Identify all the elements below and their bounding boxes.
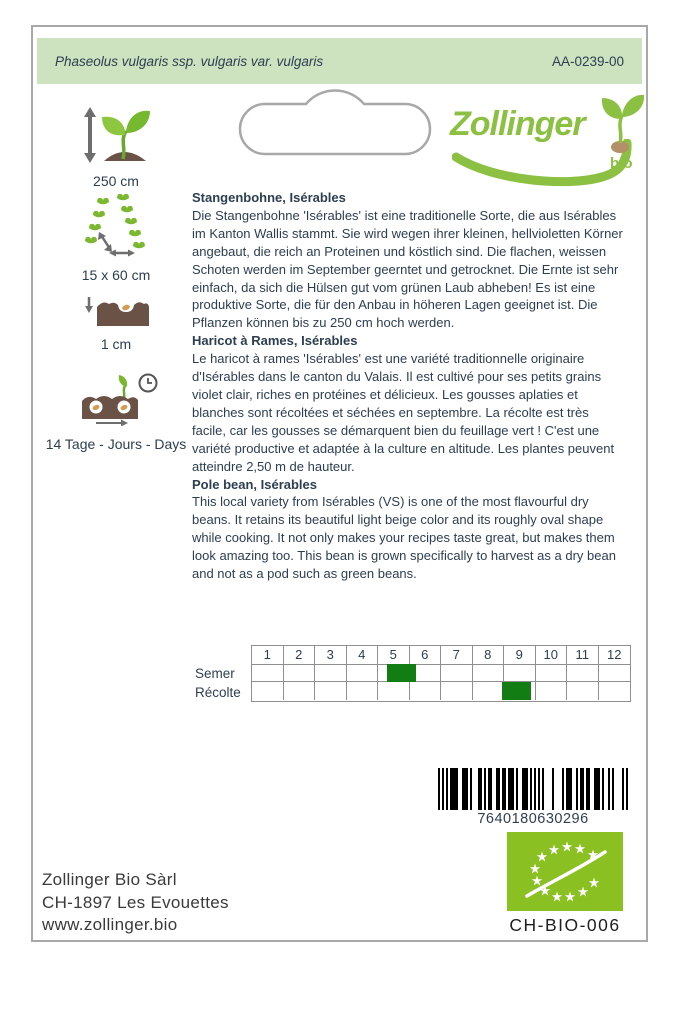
planting-distance-icon [81, 193, 151, 257]
zollinger-logo [450, 93, 650, 191]
calendar-cell [315, 664, 347, 682]
calendar-cell [252, 682, 284, 700]
calendar-month-cell: 9 [504, 646, 536, 665]
spec-sowing-depth [35, 295, 197, 352]
calendar-activity-bar [502, 682, 530, 700]
barcode-value: 7640180630296 [477, 811, 589, 827]
company-city: CH-1897 Les Evouettes [42, 892, 229, 912]
hang-tab [238, 89, 432, 164]
calendar-cell [599, 682, 631, 700]
calendar-row-labels [195, 645, 251, 702]
calendar-month-cell: 10 [536, 646, 568, 665]
calendar-month-cell: 8 [473, 646, 505, 665]
calendar-cell [378, 682, 410, 700]
calendar-cell [410, 682, 442, 700]
plant-height-value: 250 cm [93, 173, 139, 189]
sprout-icon [596, 91, 648, 155]
sowing-depth-value: 1 cm [100, 336, 132, 352]
spec-planting-distance [35, 193, 197, 283]
description-en [192, 476, 626, 583]
company-name: Zollinger Bio Sàrl [42, 870, 177, 889]
calendar-row-label-semer: Semer [195, 666, 235, 681]
calendar-month-cell: 11 [567, 646, 599, 665]
calendar-cell [284, 682, 316, 700]
calendar-cell [567, 682, 599, 700]
calendar-cell [441, 682, 473, 700]
calendar-month-cell: 4 [347, 646, 379, 665]
description-fr [192, 332, 626, 475]
brand-name: Zollinger [450, 105, 585, 143]
eu-organic-leaf-icon [507, 832, 623, 911]
calendar-cell [441, 664, 473, 682]
planting-distance-value: 15 x 60 cm [81, 267, 151, 283]
description-body-fr: Le haricot à rames 'Isérables' est une variété traditionnelle originaire d'Isérables dans le canton du Valais. Il est cultivé pour ses petits grains violet clair, riches en protéines et délicieux. Les gousses aplaties et blanches sont récoltées et séchées en septembre. La récolte est très facile, car les gousses se démarquent bien du feuillage vert ! C'est une variété productive et adaptée à la culture en altitude. Les plantes peuvent atteindre 2,50 m de hauteur. [192, 351, 615, 474]
calendar-month-cell: 6 [410, 646, 442, 665]
organic-certification-code: CH-BIO-006 [509, 915, 621, 935]
botanical-bar [37, 38, 642, 84]
barcode [438, 768, 628, 827]
plant-height-icon [76, 107, 156, 163]
calendar-cell [504, 664, 536, 682]
brand-tag: bio [610, 155, 633, 172]
company-website: www.zollinger.bio [42, 915, 178, 934]
calendar-grid [251, 645, 631, 702]
packet-label [31, 25, 648, 942]
calendar-cell [567, 664, 599, 682]
calendar-cell [536, 682, 568, 700]
description-body-en: This local variety from Isérables (VS) is one of the most flavourful dry beans. It retains its beautiful light beige color and its roughly oval shape while cooking. It not only makes your recipes taste great, but makes them look amazing too. This bean is grown specifically to harvest as a dry bean and not as a pod such as green beans. [192, 494, 616, 582]
germination-days-icon [72, 373, 160, 426]
description-body-de: Die Stangenbohne 'Isérables' ist eine traditionelle Sorte, die aus Isérables im Kanton Wallis stammt. Sie wird wegen ihrer kleinen, hellvioletten Körner angebaut, die reich an Proteinen und köstlich sind. Die flachen, weissen Schoten werden im September geerntet und getrocknet. Die Ernte ist sehr einfach, da sich die Hülsen gut vom grünen Laub abheben! Es ist eine produktive Sorte, die für den Anbau in höheren Lagen geeignet ist. Die Pflanzen können bis zu 250 cm hoch werden. [192, 207, 623, 331]
sowing-calendar [195, 645, 631, 702]
spec-germination-days [35, 373, 197, 452]
description-de [192, 189, 626, 332]
calendar-activity-bar [387, 664, 415, 682]
company-address [42, 869, 229, 937]
article-code: AA-0239-00 [551, 53, 624, 69]
eu-organic-logo-rect [507, 832, 623, 911]
calendar-cell [599, 664, 631, 682]
description-title-en: Pole bean, Isérables [192, 476, 318, 492]
calendar-month-cell: 3 [315, 646, 347, 665]
calendar-cell [315, 682, 347, 700]
spec-plant-height [35, 107, 197, 189]
calendar-cell [473, 682, 505, 700]
description-title-de: Stangenbohne, Isérables [192, 190, 346, 205]
germination-days-value: 14 Tage - Jours - Days [45, 436, 187, 452]
hang-tab-shape [238, 89, 432, 159]
botanical-name: Phaseolus vulgaris ssp. vulgaris var. vulgaris [55, 53, 324, 69]
variety-descriptions [192, 189, 626, 583]
calendar-row-label-recolte: Récolte [195, 685, 241, 700]
eu-organic-logo [507, 832, 623, 911]
calendar-cell [347, 682, 379, 700]
calendar-month-cell: 7 [441, 646, 473, 665]
calendar-month-cell: 5 [378, 646, 410, 665]
calendar-month-cell: 12 [599, 646, 631, 665]
calendar-cell [473, 664, 505, 682]
calendar-month-cell: 1 [252, 646, 284, 665]
barcode-bars [438, 768, 628, 810]
calendar-cell [536, 664, 568, 682]
calendar-cell [347, 664, 379, 682]
calendar-cell [252, 664, 284, 682]
calendar-month-cell: 2 [284, 646, 316, 665]
sowing-depth-icon [81, 295, 151, 326]
calendar-cell [284, 664, 316, 682]
description-title-fr: Haricot à Rames, Isérables [192, 333, 358, 349]
